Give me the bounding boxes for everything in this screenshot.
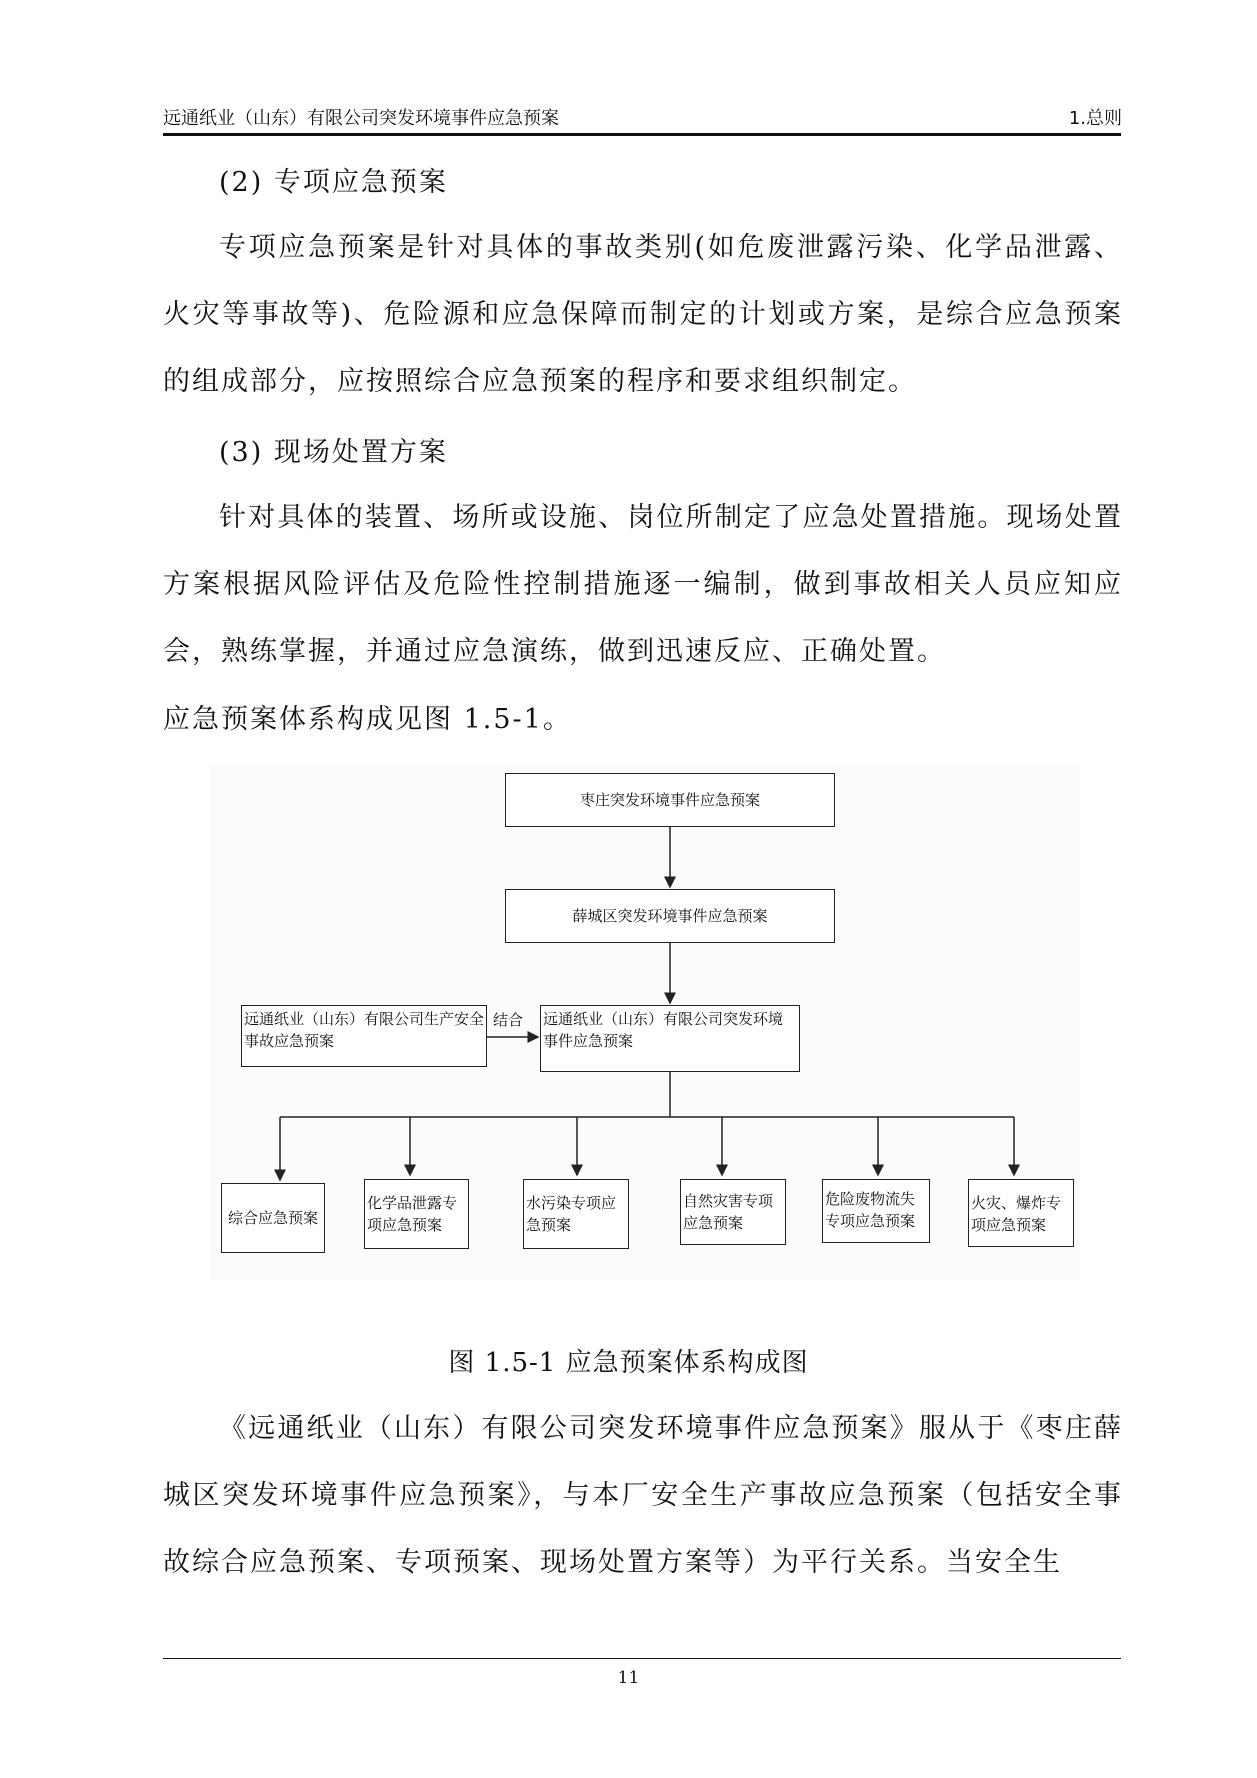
box-hazardous-waste-plan: 危险废物流失专项应急预案	[822, 1179, 930, 1243]
header-section: 1.总则	[1068, 108, 1122, 129]
footer-rule	[163, 1658, 1121, 1659]
paragraph-special-plan: 专项应急预案是针对具体的事故类别(如危废泄露污染、化学品泄露、火灾等事故等)、危险源和应急保障而制定的计划或方案，是综合应急预案的组成部分，应按照综合应急预案的程序和要求组织制定。	[163, 232, 1123, 397]
box-xuecheng-plan: 薛城区突发环境事件应急预案	[505, 889, 835, 943]
box-zaozhuang-plan: 枣庄突发环境事件应急预案	[505, 773, 835, 827]
heading-special-plan: (2) 专项应急预案	[219, 167, 448, 198]
box-natural-disaster-plan: 自然灾害专项应急预案	[680, 1179, 786, 1245]
box-water-pollution-plan: 水污染专项应急预案	[523, 1179, 629, 1249]
page-number: 11	[617, 1668, 640, 1688]
box-fire-explosion-plan: 火灾、爆炸专项应急预案	[968, 1179, 1074, 1247]
box-safety-accident-plan: 远通纸业（山东）有限公司生产安全事故应急预案	[241, 1005, 487, 1067]
plan-system-diagram	[210, 765, 1080, 1280]
box-company-environment-plan: 远通纸业（山东）有限公司突发环境事件应急预案	[540, 1005, 800, 1072]
box-comprehensive-plan: 综合应急预案	[221, 1183, 325, 1253]
box-chemical-leak-plan: 化学品泄露专项应急预案	[364, 1179, 469, 1249]
header-document-title: 远通纸业（山东）有限公司突发环境事件应急预案	[163, 108, 559, 129]
paragraph-relationship: 《远通纸业（山东）有限公司突发环境事件应急预案》服从于《枣庄薛城区突发环境事件应急预案》，与本厂安全生产事故应急预案（包括安全事故综合应急预案、专项预案、现场处置方案等）为平行关系。当安全生	[163, 1413, 1123, 1578]
combine-label: 结合	[493, 1011, 524, 1029]
paragraph-figure-reference: 应急预案体系构成见图 1.5-1。	[163, 704, 572, 735]
paragraph-onsite-plan: 针对具体的装置、场所或设施、岗位所制定了应急处置措施。现场处置方案根据风险评估及危险性控制措施逐一编制，做到事故相关人员应知应会，熟练掌握，并通过应急演练，做到迅速反应、正确处置。	[163, 502, 1123, 667]
header-rule	[163, 133, 1121, 136]
heading-onsite-plan: (3) 现场处置方案	[219, 437, 448, 468]
figure-caption: 图 1.5-1 应急预案体系构成图	[448, 1348, 809, 1378]
